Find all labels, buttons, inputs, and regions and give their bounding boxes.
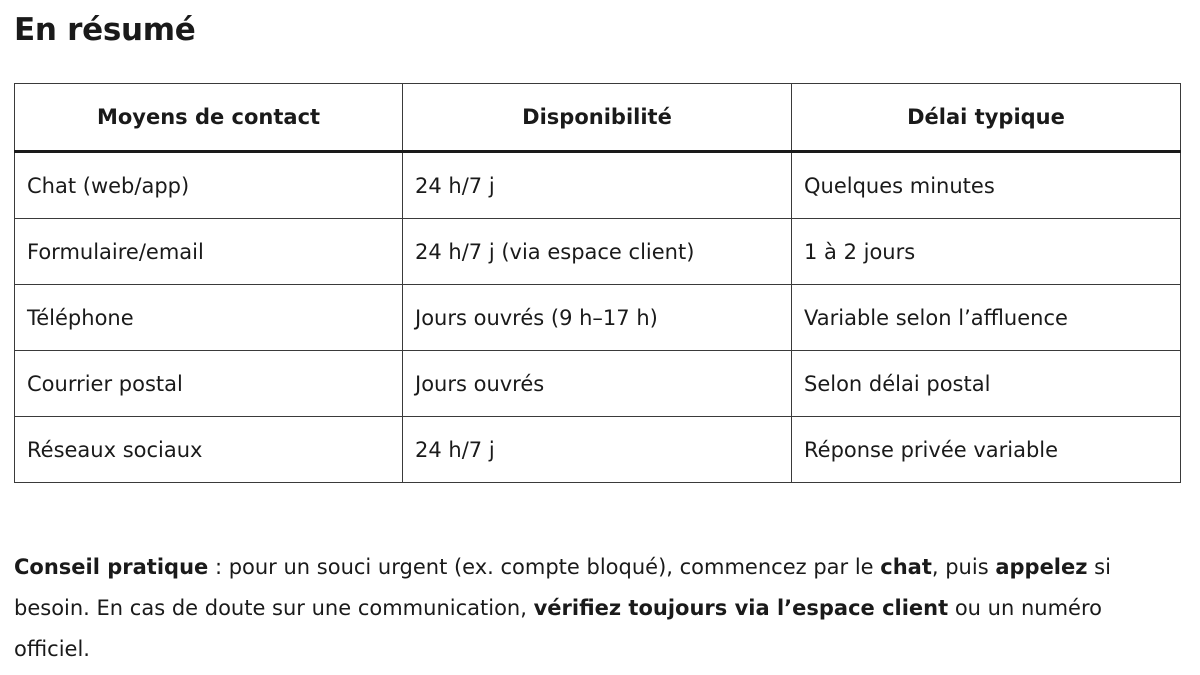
table-row	[15, 417, 1181, 483]
table-row	[15, 219, 1181, 285]
cell-contact-method: Courrier postal	[15, 351, 403, 417]
cell-contact-method: Chat (web/app)	[15, 152, 403, 219]
cell-typical-delay: Réponse privée variable	[792, 417, 1181, 483]
cell-availability: 24 h/7 j	[403, 417, 792, 483]
cell-availability: Jours ouvrés	[403, 351, 792, 417]
cell-contact-method: Réseaux sociaux	[15, 417, 403, 483]
tip-emphasis-call: appelez	[995, 555, 1088, 579]
cell-contact-method: Formulaire/email	[15, 219, 403, 285]
tip-text: : pour un souci urgent (ex. compte bloqué), commencez par le	[208, 555, 881, 579]
cell-availability: Jours ouvrés (9 h–17 h)	[403, 285, 792, 351]
header-disponibilite: Disponibilité	[403, 84, 792, 152]
tip-text: si besoin. En cas de doute sur une communication,	[14, 555, 1111, 620]
table-row	[15, 351, 1181, 417]
cell-typical-delay: Quelques minutes	[792, 152, 1181, 219]
tip-label: Conseil pratique	[14, 555, 209, 579]
table-row	[15, 285, 1181, 351]
table-row	[15, 152, 1181, 219]
page-heading: En résumé	[14, 12, 196, 48]
header-moyens-de-contact: Moyens de contact	[15, 84, 403, 152]
tip-emphasis-verify: vérifiez toujours via l’espace client	[533, 596, 949, 620]
header-delai-typique: Délai typique	[792, 84, 1181, 152]
tip-emphasis-chat: chat	[880, 555, 932, 579]
cell-typical-delay: 1 à 2 jours	[792, 219, 1181, 285]
table-header-row	[15, 84, 1181, 152]
cell-availability: 24 h/7 j	[403, 152, 792, 219]
tip-text: ou un numéro officiel.	[14, 596, 1102, 661]
contact-summary-table	[14, 83, 1181, 483]
cell-contact-method: Téléphone	[15, 285, 403, 351]
tip-text: , puis	[931, 555, 996, 579]
cell-typical-delay: Selon délai postal	[792, 351, 1181, 417]
practical-tip-paragraph	[14, 547, 1174, 670]
cell-typical-delay: Variable selon l’affluence	[792, 285, 1181, 351]
cell-availability: 24 h/7 j (via espace client)	[403, 219, 792, 285]
